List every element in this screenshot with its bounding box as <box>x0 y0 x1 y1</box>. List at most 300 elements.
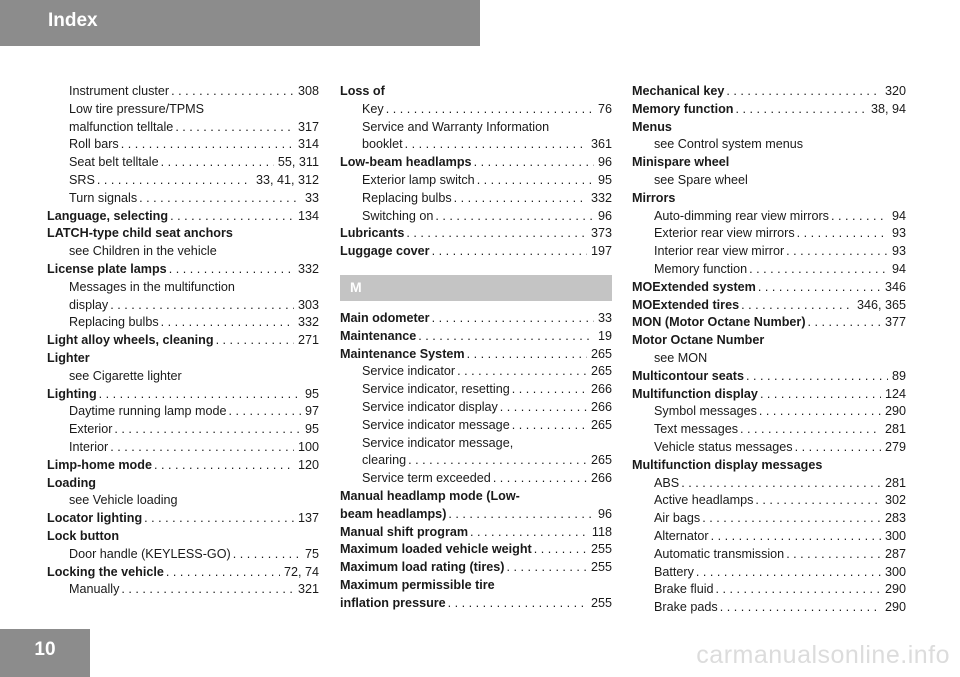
index-entry <box>632 190 906 208</box>
page-reference: 118 <box>591 524 612 539</box>
page-reference: 281 <box>884 422 906 437</box>
page-reference: 271 <box>297 333 319 348</box>
entry-text: Interior rear view mirror <box>654 244 785 259</box>
entry-text: Replacing bulbs <box>362 190 452 205</box>
page-reference: 55, 311 <box>277 155 319 170</box>
entry-text: Multifunction display messages <box>632 457 823 472</box>
page-reference: 320 <box>884 84 906 98</box>
index-subentry <box>340 435 612 453</box>
index-entry <box>47 475 319 493</box>
page-reference: 33, 41, 312 <box>255 172 319 187</box>
index-subentry <box>632 421 906 439</box>
entry-text: Interior <box>69 439 109 454</box>
index-entry <box>340 506 612 524</box>
page-reference: 75 <box>304 546 319 561</box>
dot-leader <box>758 279 881 297</box>
dot-leader <box>408 452 587 470</box>
page-reference: 76 <box>597 101 612 116</box>
dot-leader <box>435 208 594 226</box>
page-reference: 95 <box>597 172 612 187</box>
entry-text: Maintenance <box>340 328 417 343</box>
dot-leader <box>114 421 301 439</box>
dot-leader <box>500 399 587 417</box>
page-reference: 96 <box>597 208 612 223</box>
index-subentry <box>632 136 906 154</box>
page-reference: 290 <box>884 600 906 615</box>
index-entry <box>47 564 319 582</box>
entry-text: Manual headlamp mode (Low- <box>340 488 520 503</box>
entry-text: ABS <box>654 475 680 490</box>
index-entry <box>632 457 906 475</box>
dot-leader <box>474 154 594 172</box>
entry-text: Service and Warranty Information <box>362 119 550 134</box>
index-entry <box>632 119 906 137</box>
index-subentry <box>632 208 906 226</box>
page-reference: 290 <box>884 404 906 419</box>
entry-text: Automatic transmission <box>654 546 785 561</box>
dot-leader <box>418 328 594 346</box>
dot-leader <box>795 439 881 457</box>
entry-text: see Control system menus <box>654 137 804 152</box>
dot-leader <box>454 190 587 208</box>
dot-leader <box>110 297 294 315</box>
entry-text: malfunction telltale <box>69 119 174 134</box>
page-reference: 302 <box>884 493 906 508</box>
dot-leader <box>740 421 881 439</box>
index-subentry <box>632 403 906 421</box>
dot-leader <box>702 510 881 528</box>
entry-text: Key <box>362 101 384 116</box>
index-subentry <box>47 172 319 190</box>
page-reference: 19 <box>597 328 612 343</box>
index-subentry <box>340 208 612 226</box>
index-entry <box>340 595 612 613</box>
entry-text: Messages in the multifunction <box>69 279 235 294</box>
page-reference: 197 <box>590 244 612 259</box>
entry-text: Maximum load rating (tires) <box>340 560 505 575</box>
dot-leader <box>171 83 294 101</box>
page-reference: 300 <box>884 528 906 543</box>
entry-text: Lighter <box>47 350 90 365</box>
entry-text: Lubricants <box>340 226 405 241</box>
dot-leader <box>229 403 301 421</box>
index-subentry <box>340 452 612 470</box>
entry-text: Manual shift program <box>340 524 469 539</box>
entry-text: MON (Motor Octane Number) <box>632 315 806 330</box>
page-reference: 93 <box>891 244 906 259</box>
entry-text: inflation pressure <box>340 595 446 610</box>
page-reference: 300 <box>884 564 906 579</box>
page-reference: 255 <box>590 595 612 610</box>
index-subentry <box>47 492 319 510</box>
index-subentry <box>632 225 906 243</box>
dot-leader <box>746 368 888 386</box>
entry-text: Luggage cover <box>340 244 430 259</box>
dot-leader <box>506 559 587 577</box>
index-entry <box>47 528 319 546</box>
dot-leader <box>786 243 888 261</box>
entry-text: Service indicator message, <box>362 435 514 450</box>
index-subentry <box>47 581 319 599</box>
entry-text: Switching on <box>362 208 434 223</box>
entry-text: see Cigarette lighter <box>69 368 182 383</box>
index-subentry <box>632 439 906 457</box>
entry-text: Maintenance System <box>340 346 465 361</box>
entry-text: Auto-dimming rear view mirrors <box>654 208 829 223</box>
entry-text: Loss of <box>340 84 385 98</box>
index-entry <box>47 261 319 279</box>
entry-text: Instrument cluster <box>69 84 170 98</box>
entry-text: Motor Octane Number <box>632 333 765 348</box>
entry-text: Loading <box>47 475 96 490</box>
dot-leader <box>161 314 294 332</box>
index-subentry <box>632 564 906 582</box>
entry-text: MOExtended tires <box>632 297 740 312</box>
dot-leader <box>448 595 587 613</box>
page-reference: 303 <box>297 297 319 312</box>
page-number: 10 <box>34 639 56 660</box>
index-entry <box>340 488 612 506</box>
page-reference: 93 <box>891 226 906 241</box>
index-subentry <box>47 190 319 208</box>
entry-text: Limp-home mode <box>47 457 152 472</box>
entry-text: see Spare wheel <box>654 172 748 187</box>
index-entry <box>340 310 612 328</box>
index-subentry <box>47 101 319 119</box>
index-subentry <box>47 297 319 315</box>
page-reference: 33 <box>597 310 612 325</box>
dot-leader <box>831 208 888 226</box>
index-subentry <box>340 136 612 154</box>
entry-text: Low-beam headlamps <box>340 155 472 170</box>
index-subentry <box>340 190 612 208</box>
index-entry <box>47 225 319 243</box>
entry-text: Alternator <box>654 528 709 543</box>
index-entry <box>340 83 612 101</box>
entry-text: see Children in the vehicle <box>69 244 217 259</box>
page-reference: 377 <box>884 315 906 330</box>
dot-leader <box>512 381 587 399</box>
index-subentry <box>340 399 612 417</box>
entry-text: Minispare wheel <box>632 155 730 170</box>
index-subentry <box>47 119 319 137</box>
index-subentry <box>632 581 906 599</box>
index-column-1 <box>47 83 319 599</box>
dot-leader <box>726 83 881 101</box>
dot-leader <box>797 225 888 243</box>
page-reference: 95 <box>304 422 319 437</box>
entry-text: Service term exceeded <box>362 471 491 486</box>
index-entry <box>632 386 906 404</box>
dot-leader <box>144 510 294 528</box>
entry-text: Maximum permissible tire <box>340 577 495 592</box>
dot-leader <box>735 101 867 119</box>
section-header-m <box>340 275 612 301</box>
index-subentry <box>340 363 612 381</box>
index-subentry <box>632 528 906 546</box>
index-entry <box>340 559 612 577</box>
index-entry <box>340 541 612 559</box>
entry-text: Maximum loaded vehicle weight <box>340 542 532 557</box>
index-entry <box>47 510 319 528</box>
index-subentry <box>632 546 906 564</box>
page-reference: 134 <box>297 208 319 223</box>
page-reference: 94 <box>891 261 906 276</box>
page-reference: 314 <box>297 137 319 152</box>
page-reference: 287 <box>884 546 906 561</box>
page-reference: 332 <box>297 315 319 330</box>
page-reference: 317 <box>297 119 319 134</box>
index-entry <box>632 83 906 101</box>
index-entry <box>632 101 906 119</box>
index-subentry <box>340 101 612 119</box>
entry-text: Replacing bulbs <box>69 315 159 330</box>
page-number-box <box>0 629 90 677</box>
watermark: carmanualsonline.info <box>696 641 950 669</box>
entry-text: Daytime running lamp mode <box>69 404 227 419</box>
dot-leader <box>386 101 594 119</box>
index-entry <box>340 154 612 172</box>
entry-text: Roll bars <box>69 137 119 152</box>
page-reference: 266 <box>590 382 612 397</box>
dot-leader <box>110 439 294 457</box>
page-reference: 281 <box>884 475 906 490</box>
entry-text: display <box>69 297 109 312</box>
entry-text: Light alloy wheels, cleaning <box>47 333 214 348</box>
page-reference: 265 <box>590 364 612 379</box>
index-subentry <box>47 403 319 421</box>
entry-text: License plate lamps <box>47 261 167 276</box>
entry-text: Vehicle status messages <box>654 439 793 454</box>
page-reference: 265 <box>590 346 612 361</box>
index-entry <box>632 279 906 297</box>
index-subentry <box>47 546 319 564</box>
entry-text: Manually <box>69 582 120 597</box>
dot-leader <box>760 386 881 404</box>
index-subentry <box>47 154 319 172</box>
index-entry <box>340 524 612 542</box>
entry-text: Text messages <box>654 422 738 437</box>
index-subentry <box>47 279 319 297</box>
index-entry <box>340 346 612 364</box>
entry-text: Service indicator <box>362 364 456 379</box>
dot-leader <box>470 524 588 542</box>
page-reference: 361 <box>590 137 612 152</box>
dot-leader <box>121 136 294 154</box>
page-title: Index <box>48 10 98 31</box>
index-subentry <box>632 475 906 493</box>
entry-text: Menus <box>632 119 672 134</box>
dot-leader <box>759 403 881 421</box>
dot-leader <box>711 528 881 546</box>
page-reference: 279 <box>884 439 906 454</box>
entry-text: LATCH-type child seat anchors <box>47 226 233 241</box>
dot-leader <box>681 475 881 493</box>
dot-leader <box>139 190 301 208</box>
dot-leader <box>175 119 294 137</box>
entry-text: Lock button <box>47 528 120 543</box>
page-reference: 266 <box>590 471 612 486</box>
dot-leader <box>161 154 274 172</box>
index-entry <box>47 386 319 404</box>
page-reference: 332 <box>590 190 612 205</box>
index-entry <box>632 368 906 386</box>
dot-leader <box>808 314 881 332</box>
page-reference: 290 <box>884 582 906 597</box>
dot-leader <box>166 564 280 582</box>
index-entry <box>47 457 319 475</box>
entry-text: Service indicator display <box>362 399 498 414</box>
dot-leader <box>448 506 594 524</box>
dot-leader <box>534 541 587 559</box>
index-subentry <box>47 421 319 439</box>
index-entry <box>632 297 906 315</box>
page-reference: 97 <box>304 404 319 419</box>
entry-text: Exterior <box>69 422 113 437</box>
entry-text: Memory function <box>632 101 734 116</box>
entry-text: Seat belt telltale <box>69 155 159 170</box>
dot-leader <box>749 261 888 279</box>
entry-text: booklet <box>362 137 403 152</box>
dot-leader <box>406 225 587 243</box>
index-subentry <box>47 243 319 261</box>
index-subentry <box>340 172 612 190</box>
page-reference: 137 <box>297 511 319 526</box>
entry-text: Multifunction display <box>632 386 758 401</box>
page-reference: 96 <box>597 506 612 521</box>
dot-leader <box>786 546 881 564</box>
dot-leader <box>493 470 587 488</box>
index-entry <box>340 225 612 243</box>
entry-text: Brake pads <box>654 600 718 615</box>
dot-leader <box>432 243 587 261</box>
page-reference: 72, 74 <box>283 564 319 579</box>
dot-leader <box>170 208 294 226</box>
dot-leader <box>121 581 294 599</box>
page-reference: 95 <box>304 386 319 401</box>
header-bar <box>0 0 480 46</box>
entry-text: see MON <box>654 350 708 365</box>
index-subentry <box>340 119 612 137</box>
entry-text: Locking the vehicle <box>47 564 164 579</box>
page-reference: 33 <box>304 190 319 205</box>
page-reference: 96 <box>597 155 612 170</box>
entry-text: beam headlamps) <box>340 506 447 521</box>
entry-text: Brake fluid <box>654 582 714 597</box>
section-letter: M <box>350 278 362 295</box>
index-subentry <box>47 368 319 386</box>
index-column-3 <box>632 83 906 617</box>
dot-leader <box>477 172 594 190</box>
dot-leader <box>457 363 587 381</box>
page-reference: 124 <box>884 386 906 401</box>
page-reference: 265 <box>590 417 612 432</box>
page-reference: 265 <box>590 453 612 468</box>
dot-leader <box>696 564 881 582</box>
index-column-2 <box>340 83 612 613</box>
entry-text: Mechanical key <box>632 84 725 98</box>
page-reference: 346 <box>884 279 906 294</box>
index-entry <box>47 350 319 368</box>
index-subentry <box>340 470 612 488</box>
dot-leader <box>216 332 294 350</box>
index-entry <box>340 328 612 346</box>
entry-text: Turn signals <box>69 190 138 205</box>
entry-text: Mirrors <box>632 190 676 205</box>
entry-text: Air bags <box>654 511 701 526</box>
page-reference: 266 <box>590 399 612 414</box>
entry-text: Memory function <box>654 261 748 276</box>
index-subentry <box>632 510 906 528</box>
entry-text: Symbol messages <box>654 404 757 419</box>
index-subentry <box>632 599 906 617</box>
entry-text: clearing <box>362 453 407 468</box>
page-reference: 346, 365 <box>856 297 906 312</box>
dot-leader <box>720 599 881 617</box>
entry-text: SRS <box>69 172 95 187</box>
page-reference: 100 <box>297 439 319 454</box>
dot-leader <box>97 172 252 190</box>
index-subentry <box>47 439 319 457</box>
entry-text: Lighting <box>47 386 97 401</box>
dot-leader <box>405 136 587 154</box>
page-reference: 89 <box>891 368 906 383</box>
page-reference: 38, 94 <box>870 101 906 116</box>
dot-leader <box>99 386 301 404</box>
page-reference: 283 <box>884 511 906 526</box>
entry-text: Language, selecting <box>47 208 169 223</box>
index-subentry <box>47 314 319 332</box>
index-entry <box>632 154 906 172</box>
dot-leader <box>741 297 853 315</box>
index-entry <box>340 243 612 261</box>
dot-leader <box>755 492 881 510</box>
index-subentry <box>47 136 319 154</box>
dot-leader <box>716 581 881 599</box>
entry-text: Service indicator, resetting <box>362 382 510 397</box>
dot-leader <box>233 546 301 564</box>
entry-text: Service indicator message <box>362 417 510 432</box>
entry-text: Battery <box>654 564 694 579</box>
index-entry <box>47 332 319 350</box>
entry-text: MOExtended system <box>632 279 756 294</box>
index-subentry <box>47 83 319 101</box>
dot-leader <box>154 457 294 475</box>
index-subentry <box>632 350 906 368</box>
entry-text: Active headlamps <box>654 493 754 508</box>
index-entry <box>632 332 906 350</box>
dot-leader <box>467 346 587 364</box>
index-entry <box>340 577 612 595</box>
index-subentry <box>340 417 612 435</box>
entry-text: Exterior rear view mirrors <box>654 226 795 241</box>
index-entry <box>632 314 906 332</box>
dot-leader <box>169 261 294 279</box>
entry-text: Door handle (KEYLESS-GO) <box>69 546 231 561</box>
entry-text: Exterior lamp switch <box>362 172 475 187</box>
index-subentry <box>632 172 906 190</box>
page-reference: 308 <box>297 84 319 98</box>
page-reference: 94 <box>891 208 906 223</box>
dot-leader <box>512 417 587 435</box>
index-subentry <box>632 492 906 510</box>
index-subentry <box>632 261 906 279</box>
entry-text: Low tire pressure/TPMS <box>69 101 205 116</box>
page-reference: 120 <box>297 457 319 472</box>
page-reference: 255 <box>590 542 612 557</box>
entry-text: see Vehicle loading <box>69 493 178 508</box>
page-reference: 332 <box>297 261 319 276</box>
